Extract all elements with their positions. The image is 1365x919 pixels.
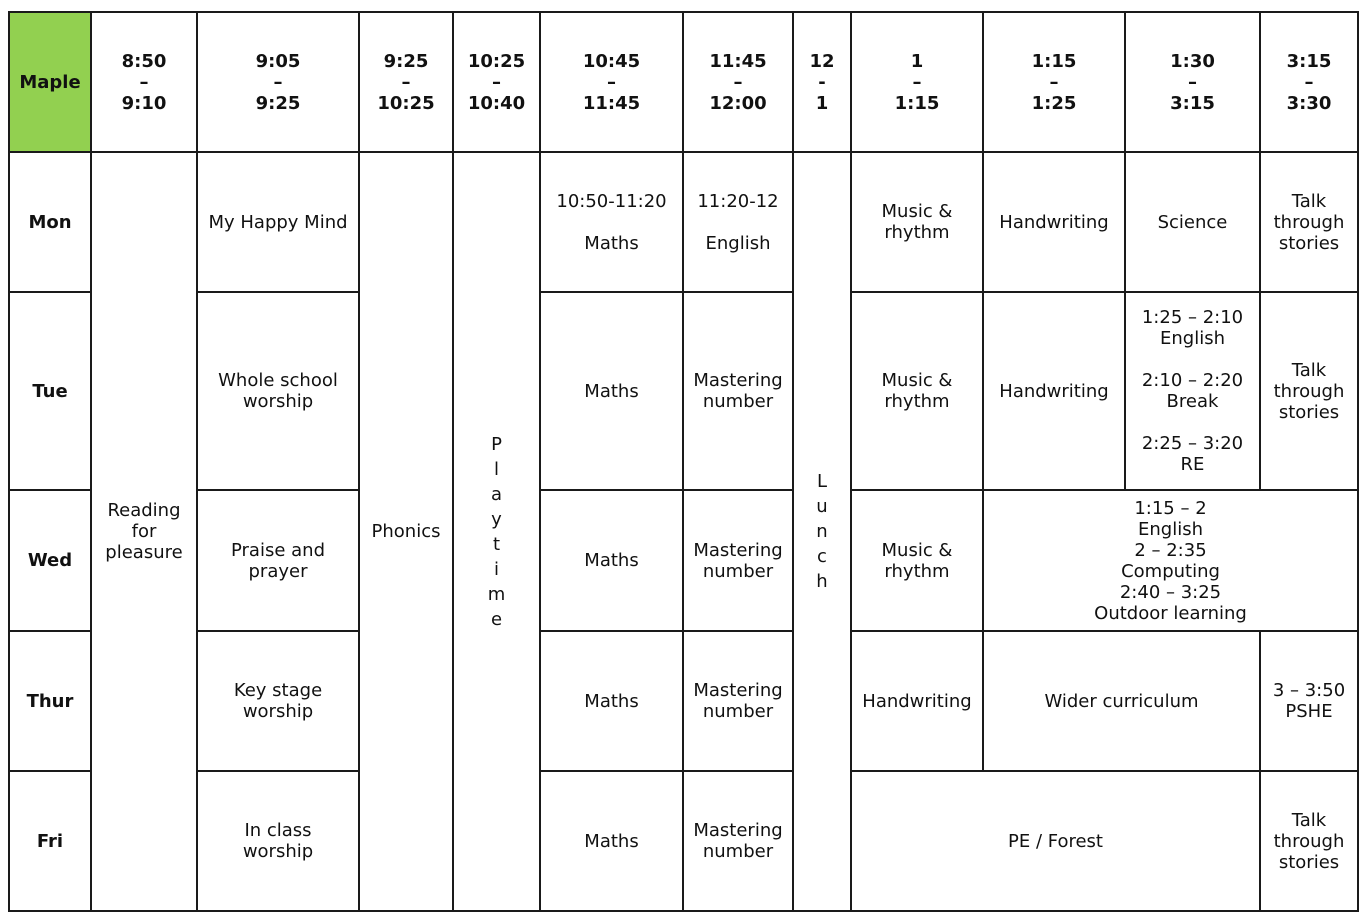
lesson-cell	[683, 152, 793, 292]
lesson-label: Mastering number	[693, 680, 783, 722]
lesson-cell	[683, 292, 793, 490]
lesson-label: PE / Forest	[1008, 830, 1103, 852]
time-label: 10:25 – 10:40	[467, 50, 526, 114]
day-row-mon	[9, 152, 1358, 292]
reading-label: Reading for pleasure	[105, 500, 183, 563]
lesson-cell	[851, 631, 983, 771]
lesson-label: 10:50-11:20 Maths	[556, 190, 667, 254]
playtime-label: P l a y t i m e	[487, 433, 506, 630]
day-row-fri	[9, 771, 1358, 911]
lesson-label: Maths	[584, 830, 639, 852]
day-label: Tue	[9, 292, 91, 490]
lesson-label: Mastering number	[693, 370, 783, 412]
lesson-label: Handwriting	[862, 690, 972, 712]
lesson-label: Music & rhythm	[881, 370, 953, 412]
day-row-thu	[9, 631, 1358, 771]
time-label: 1:15 – 1:25	[1031, 50, 1077, 114]
lesson-label: 3 – 3:50 PSHE	[1272, 680, 1346, 722]
day-label: Mon	[9, 152, 91, 292]
lesson-label: Wider curriculum	[1044, 690, 1199, 712]
time-header	[983, 12, 1125, 152]
time-header	[1125, 12, 1260, 152]
time-header	[453, 12, 540, 152]
lesson-cell	[1260, 771, 1358, 911]
time-label: 9:05 – 9:25	[255, 50, 301, 114]
lesson-cell	[983, 490, 1358, 631]
time-label: 1 – 1:15	[894, 50, 940, 114]
day-label: Fri	[9, 771, 91, 911]
phonics-label: Phonics	[371, 521, 441, 542]
lesson-cell	[1125, 152, 1260, 292]
lesson-cell	[540, 631, 683, 771]
lesson-cell	[851, 771, 1260, 911]
lesson-cell	[1260, 631, 1358, 771]
lesson-label: Talk through stories	[1273, 190, 1345, 254]
lesson-cell	[1260, 152, 1358, 292]
lesson-label: Talk through stories	[1273, 809, 1345, 873]
time-header	[197, 12, 359, 152]
time-label: 12 - 1	[809, 50, 835, 114]
lesson-label: Music & rhythm	[881, 539, 953, 582]
day-label: Wed	[9, 490, 91, 631]
lesson-label: 1:15 – 2 English 2 – 2:35 Computing 2:40 – 3:25 Outdoor learning	[1094, 497, 1247, 624]
lesson-cell	[197, 771, 359, 911]
time-header	[91, 12, 197, 152]
time-label: 1:30 – 3:15	[1170, 50, 1215, 114]
lesson-cell	[197, 490, 359, 631]
lesson-cell	[197, 292, 359, 490]
lesson-cell	[1260, 292, 1358, 490]
lesson-label: Handwriting	[999, 211, 1109, 233]
lesson-label: Key stage worship	[233, 680, 323, 722]
lesson-label: Science	[1157, 211, 1228, 233]
lesson-cell	[851, 292, 983, 490]
time-header	[1260, 12, 1358, 152]
lesson-label: My Happy Mind	[208, 211, 348, 233]
lesson-label: Whole school worship	[218, 370, 338, 412]
lesson-label: Maths	[584, 550, 639, 571]
lesson-label: 11:20-12 English	[697, 190, 779, 254]
lesson-cell	[540, 152, 683, 292]
time-header	[851, 12, 983, 152]
playtime-cell	[453, 152, 540, 911]
timetable	[8, 11, 1359, 912]
time-header	[540, 12, 683, 152]
lesson-cell	[983, 631, 1260, 771]
reading-for-pleasure-cell	[91, 152, 197, 911]
lesson-label: In class worship	[242, 820, 314, 862]
time-label: 11:45 – 12:00	[709, 50, 767, 114]
time-label: 9:25 – 10:25	[377, 50, 435, 114]
lesson-cell	[540, 490, 683, 631]
time-label: 10:45 – 11:45	[582, 50, 641, 114]
lesson-cell	[983, 292, 1125, 490]
lesson-label: Talk through stories	[1273, 359, 1345, 423]
class-name: Maple	[19, 71, 81, 93]
lesson-cell	[683, 631, 793, 771]
lesson-cell	[983, 152, 1125, 292]
header-row	[9, 12, 1358, 152]
lesson-label: 1:25 – 2:10 English 2:10 – 2:20 Break 2:25 – 3:20 RE	[1141, 307, 1244, 475]
time-label: 8:50 – 9:10	[121, 50, 167, 114]
phonics-cell	[359, 152, 453, 911]
lesson-cell	[540, 771, 683, 911]
lesson-cell	[1125, 292, 1260, 490]
lesson-label: Mastering number	[693, 820, 783, 862]
day-label: Thur	[9, 631, 91, 771]
time-label: 3:15 – 3:30	[1286, 50, 1332, 114]
lesson-label: Handwriting	[999, 380, 1109, 402]
lesson-label: Maths	[584, 380, 639, 402]
time-header	[793, 12, 851, 152]
lesson-cell	[683, 771, 793, 911]
lesson-cell	[683, 490, 793, 631]
lesson-label: Mastering number	[693, 539, 783, 582]
lesson-label: Music & rhythm	[881, 201, 953, 243]
lesson-cell	[851, 152, 983, 292]
time-header	[359, 12, 453, 152]
lesson-cell	[540, 292, 683, 490]
day-row-tue	[9, 292, 1358, 490]
lesson-label: Maths	[584, 690, 639, 712]
lunch-label: L u n c h	[816, 471, 828, 592]
time-header	[683, 12, 793, 152]
lesson-cell	[851, 490, 983, 631]
day-row-wed	[9, 490, 1358, 631]
class-name-cell	[9, 12, 91, 152]
lesson-cell	[197, 631, 359, 771]
lesson-cell	[197, 152, 359, 292]
lesson-label: Praise and prayer	[230, 539, 325, 582]
lunch-cell	[793, 152, 851, 911]
